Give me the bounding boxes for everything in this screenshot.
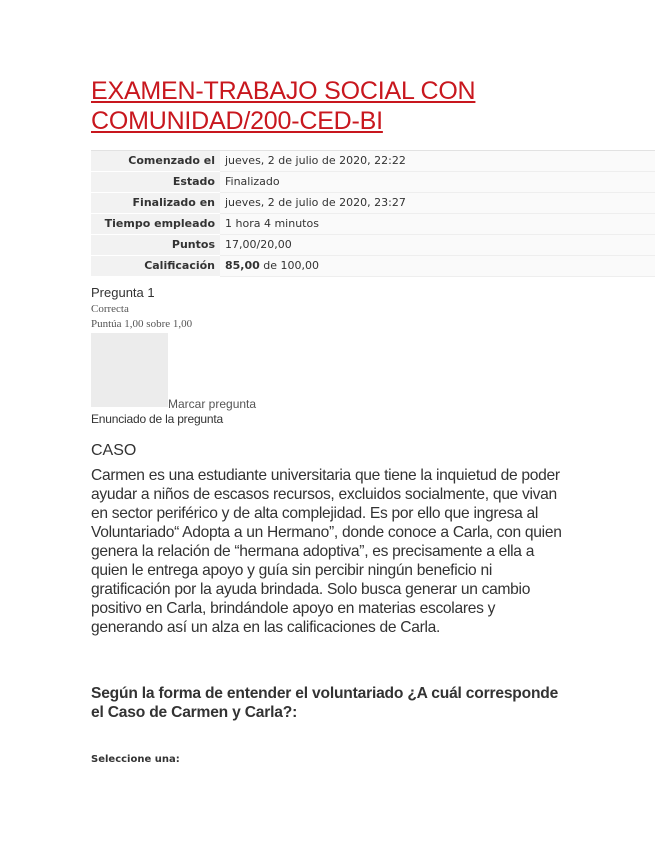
grade-score: 85,00	[225, 259, 260, 272]
question-prompt: Según la forma de entender el voluntariado ¿A cuál corresponde el Caso de Carmen y Carla?:	[91, 685, 559, 721]
summary-row-finished	[91, 193, 655, 214]
summary-value: Finalizado	[220, 172, 655, 193]
summary-row-points	[91, 235, 655, 256]
page-title: EXAMEN-TRABAJO SOCIAL CON COMUNIDAD/200-CED-BI	[91, 77, 476, 135]
summary-label: Comenzado el	[91, 151, 220, 172]
case-heading: CASO	[91, 442, 137, 459]
summary-value: jueves, 2 de julio de 2020, 22:22	[220, 151, 655, 172]
summary-row-started	[91, 151, 655, 172]
summary-row-state	[91, 172, 655, 193]
case-text: Carmen es una estudiante universitaria que tiene la inquietud de poder ayudar a niños de escasos recursos, excluidos socialmente, que vivan en sector periférico y de alta complejidad. Es por ello que ingresa al Voluntariado“ Adopta a un Hermano”, donde conoce a Carla, con quien genera la relación de “hermana adoptiva”, es precisamente a ella a quien le entrega apoyo y guía sin percibir ningún beneficio ni gratificación por la ayuda brindada. Solo busca generar un cambio positivo en Carla, brindándole apoyo en materias escolares y generando así un alza en las calificaciones de Carla.	[91, 467, 562, 636]
summary-value: 17,00/20,00	[220, 235, 655, 256]
question-grade: Puntúa 1,00 sobre 1,00	[91, 318, 193, 330]
summary-label: Calificación	[91, 256, 220, 277]
flag-icon[interactable]	[91, 333, 168, 407]
flag-question-link[interactable]: Marcar pregunta	[168, 397, 257, 411]
summary-value: jueves, 2 de julio de 2020, 23:27	[220, 193, 655, 214]
summary-row-time-taken	[91, 214, 655, 235]
summary-value: 1 hora 4 minutos	[220, 214, 655, 235]
summary-label: Tiempo empleado	[91, 214, 220, 235]
question-number: Pregunta 1	[91, 285, 155, 300]
summary-label: Finalizado en	[91, 193, 220, 214]
summary-label: Puntos	[91, 235, 220, 256]
summary-value	[220, 256, 655, 277]
attempt-summary-table	[91, 150, 655, 277]
select-one-label: Seleccione una:	[91, 754, 180, 765]
summary-row-grade	[91, 256, 655, 277]
grade-max: de 100,00	[259, 259, 320, 272]
question-statement-label: Enunciado de la pregunta	[91, 412, 223, 426]
summary-label: Estado	[91, 172, 220, 193]
question-state: Correcta	[91, 303, 129, 315]
